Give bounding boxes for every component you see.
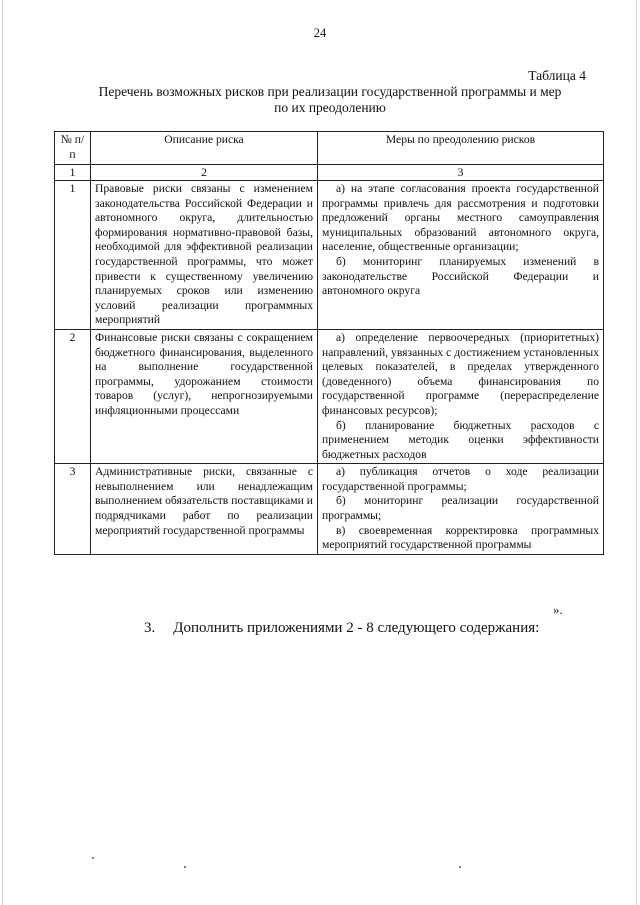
measure-item: в) своевременная корректировка программных мероприятий государственной программы bbox=[322, 523, 599, 552]
measure-item: б) мониторинг планируемых изменений в законодательстве Российской Федерации и автономного округа bbox=[322, 254, 599, 298]
measure-item: а) публикация отчетов о ходе реализации государственной программы; bbox=[322, 465, 599, 493]
header-description: Описание риска bbox=[91, 132, 318, 165]
measure-item: а) на этапе согласования проекта государственной программы привлечь для рассмотрения и подготовки предложений органы местного самоуправления муниципальных образований автономного округа, население, общественные организации; bbox=[322, 182, 599, 254]
risk-measures bbox=[318, 181, 604, 330]
risk-description: Правовые риски связаны с изменением законодательства Российской Федерации и автономного округа, длительностью формирования нормативно-правовой базы, необходимой для эффективной реализации государственной программы, что может привести к существенному увеличению планируемых сроков или изменению условий реализации программных мероприятий bbox=[91, 181, 318, 330]
column-number-row bbox=[55, 165, 604, 181]
header-number: № п/п bbox=[55, 132, 91, 165]
page-number: 24 bbox=[313, 26, 327, 40]
measure-item: б) мониторинг реализации государственной программы; bbox=[322, 494, 599, 523]
risk-description: Административные риски, связанные с невыполнением или ненадлежащим выполнением обязательств поставщиками и подрядчиками работ по реализации мероприятий государственной программы bbox=[91, 464, 318, 555]
measure-item: а) определение первоочередных (приоритетных) направлений, увязанных с достижением установленных целевых показателей, в пределах утвержденного (доведенного) объема финансирования по государственной программе (перераспределение финансовых ресурсов); bbox=[322, 330, 599, 417]
table-title: Перечень возможных рисков при реализации государственной программы и мер по их преодолению bbox=[98, 84, 562, 115]
measure-item: б) планирование бюджетных расходов с применением методик оценки эффективности бюджетных расходов bbox=[322, 418, 599, 461]
row-number: 1 bbox=[55, 181, 91, 330]
risk-measures bbox=[318, 464, 604, 555]
column-number: 1 bbox=[55, 165, 91, 181]
table-header-row bbox=[55, 132, 604, 165]
column-number: 3 bbox=[318, 165, 604, 181]
row-number: 3 bbox=[55, 464, 91, 555]
item-number: 3. bbox=[144, 620, 156, 636]
closing-quote: ». bbox=[553, 602, 563, 617]
risk-measures bbox=[318, 329, 604, 463]
table-row bbox=[55, 464, 604, 555]
scan-speck bbox=[92, 857, 94, 859]
table-caption: Таблица 4 bbox=[528, 68, 586, 83]
header-measures: Меры по преодолению рисков bbox=[318, 132, 604, 165]
scan-speck bbox=[459, 866, 461, 868]
risks-table bbox=[54, 131, 604, 555]
scan-edge-left bbox=[2, 0, 3, 905]
scan-edge-right bbox=[636, 0, 637, 905]
table-row bbox=[55, 329, 604, 463]
column-number: 2 bbox=[91, 165, 318, 181]
item-text: Дополнить приложениями 2 - 8 следующего содержания: bbox=[173, 620, 540, 636]
risk-description: Финансовые риски связаны с сокращением бюджетного финансирования, выделенного на выполнение государственной программы, удорожанием стоимости товаров (услуг), непрогнозируемыми инфляционными процессами bbox=[91, 329, 318, 463]
amendment-item bbox=[144, 620, 539, 637]
row-number: 2 bbox=[55, 329, 91, 463]
scan-speck bbox=[184, 866, 186, 868]
table-row bbox=[55, 181, 604, 330]
